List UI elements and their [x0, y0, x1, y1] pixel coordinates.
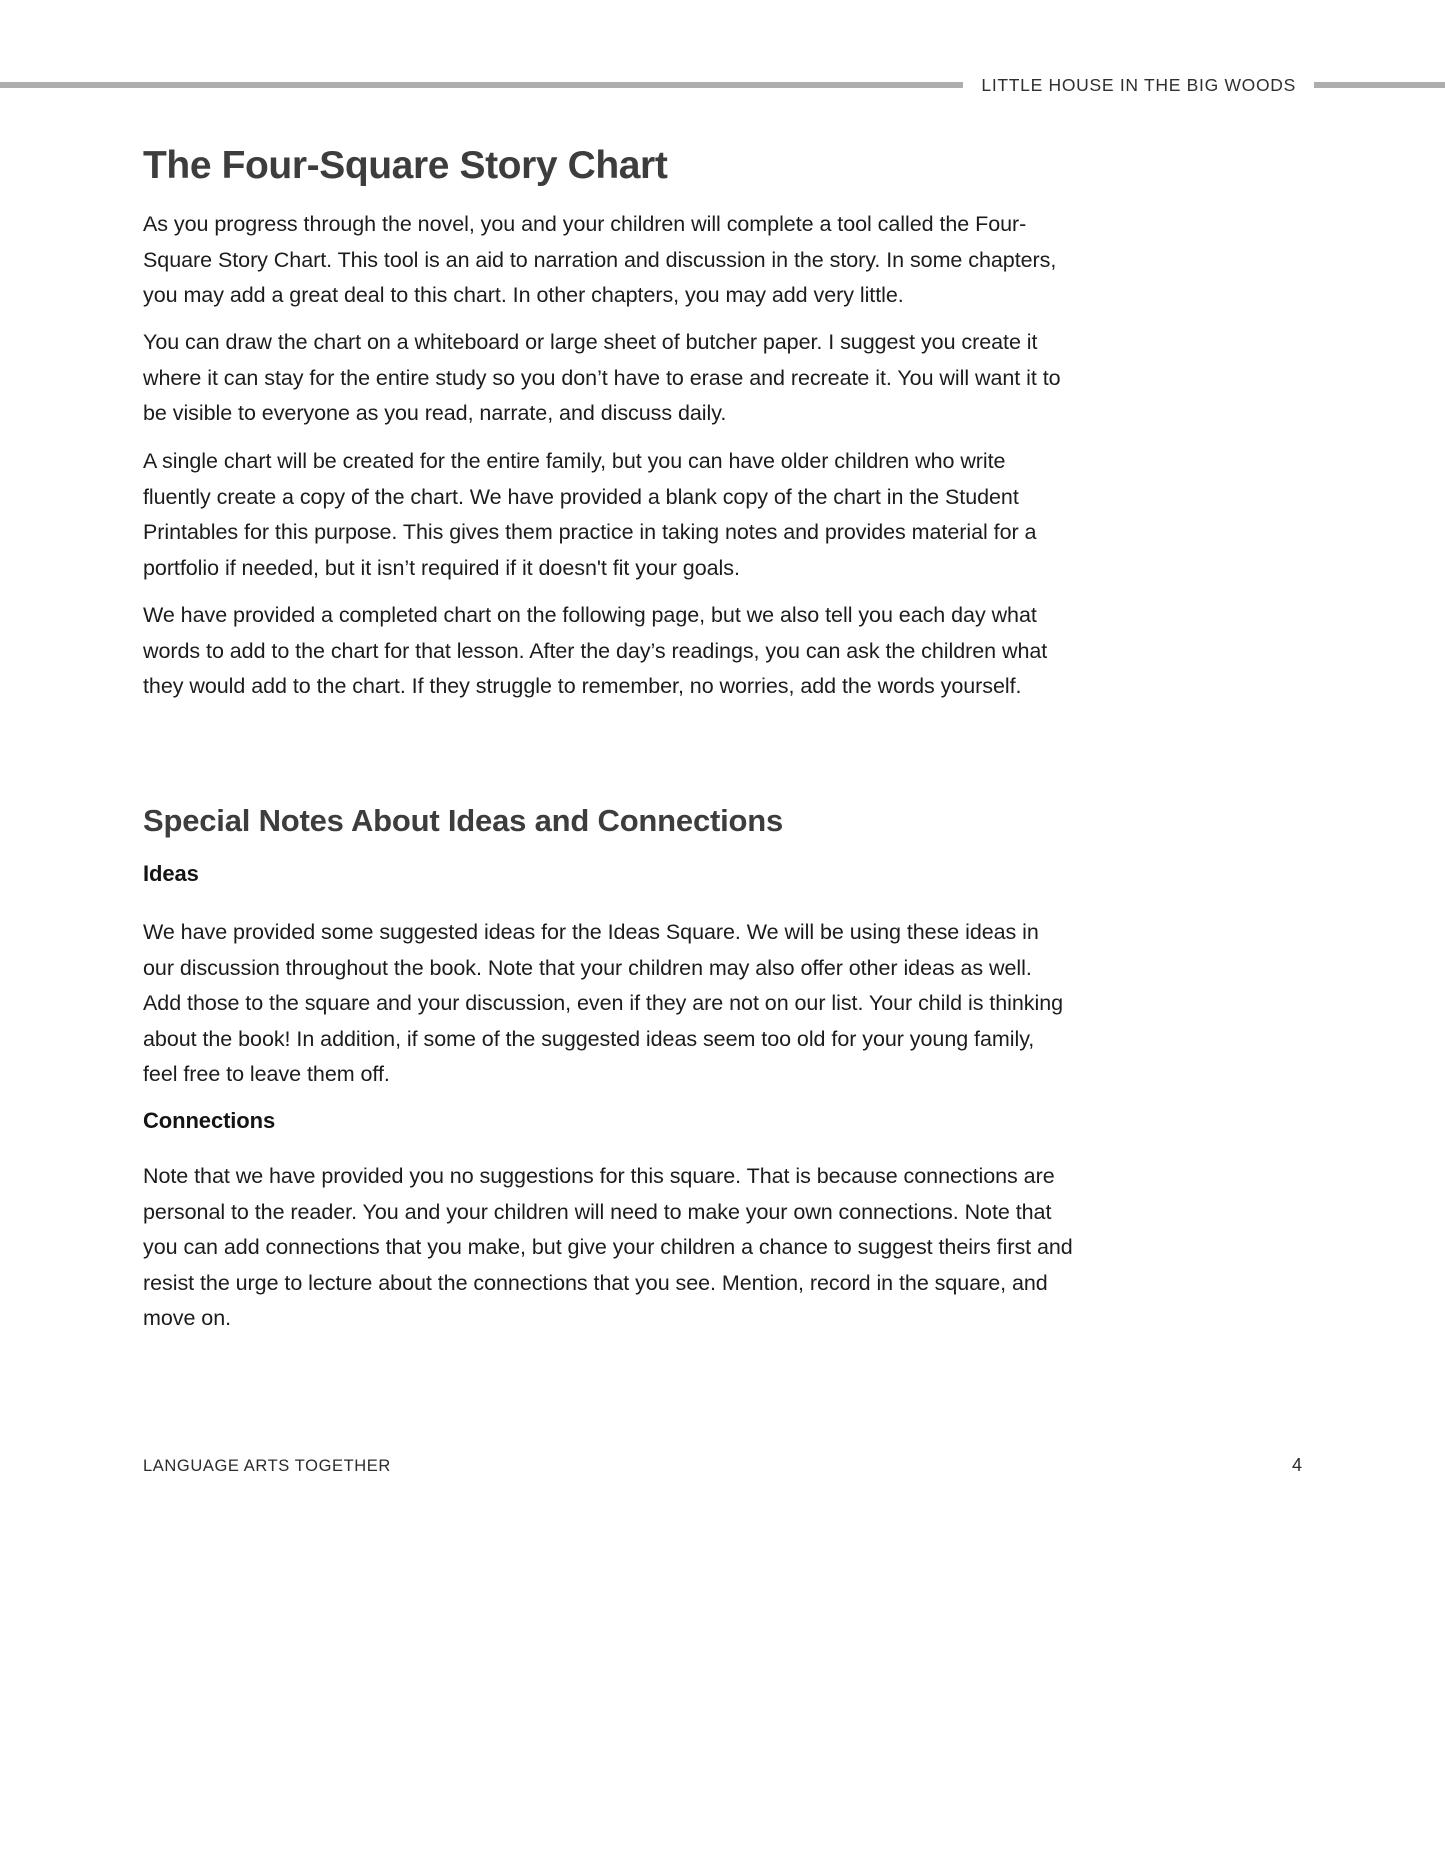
subheading-block-connections — [143, 1108, 1073, 1134]
paragraph-block-4 — [143, 598, 1073, 705]
page-title: The Four-Square Story Chart — [143, 144, 668, 187]
footer-page-number: 4 — [1291, 1455, 1302, 1475]
body-paragraph: Note that we have provided you no suggestions for this square. That is because connections are personal to the reader. You and your children will need to make your own connections. Note that you can add connections that you make, but give your children a chance to suggest theirs first and resist the urge to lecture about the connections that you see. Mention, record in the square, and move on. — [143, 1164, 1073, 1331]
section-heading-special-notes: Special Notes About Ideas and Connections — [143, 803, 784, 838]
header-rule-left — [0, 82, 963, 88]
page-footer — [143, 1455, 1302, 1476]
paragraph-block-connections — [143, 1159, 1073, 1337]
subheading-connections: Connections — [143, 1108, 276, 1133]
body-paragraph: We have provided some suggested ideas for the Ideas Square. We will be using these ideas in our discussion throughout the book. Note that your children may also offer other ideas as well. Add those to the square and your discussion, even if they are not on our list. Your child is thinking about the book! In addition, if some of the suggested ideas seem too old for your young family, feel free to leave them off. — [143, 920, 1064, 1087]
footer-publisher: LANGUAGE ARTS TOGETHER — [143, 1457, 391, 1475]
paragraph-block-2 — [143, 325, 1073, 432]
body-paragraph: A single chart will be created for the entire family, but you can have older children who write fluently create a copy of the chart. We have provided a blank copy of the chart in the Student Printables for this purpose. This gives them practice in taking notes and provides material for a portfolio if needed, but it isn’t required if it doesn't fit your goals. — [143, 449, 1037, 580]
running-header-title: LITTLE HOUSE IN THE BIG WOODS — [981, 74, 1296, 95]
header-rule-right — [1314, 82, 1445, 88]
body-paragraph: As you progress through the novel, you and your children will complete a tool called the Four-Square Story Chart. This tool is an aid to narration and discussion in the story. In some chapters, you may add a great deal to this chart. In other chapters, you may add very little. — [143, 212, 1057, 308]
body-paragraph: We have provided a completed chart on the following page, but we also tell you each day what words to add to the chart for that lesson. After the day’s readings, you can ask the children what they would add to the chart. If they struggle to remember, no worries, add the words yourself. — [143, 603, 1048, 699]
running-header — [0, 72, 1445, 98]
body-paragraph: You can draw the chart on a whiteboard or large sheet of butcher paper. I suggest you create it where it can stay for the entire study so you don’t have to erase and recreate it. You will want it to be visible to everyone as you read, narrate, and discuss daily. — [143, 330, 1061, 426]
section-heading-block — [143, 803, 1073, 839]
paragraph-block-3 — [143, 444, 1073, 586]
paragraph-block-1 — [143, 207, 1073, 314]
subheading-block-ideas — [143, 861, 1073, 887]
subheading-ideas: Ideas — [143, 861, 199, 886]
paragraph-block-ideas — [143, 915, 1073, 1093]
